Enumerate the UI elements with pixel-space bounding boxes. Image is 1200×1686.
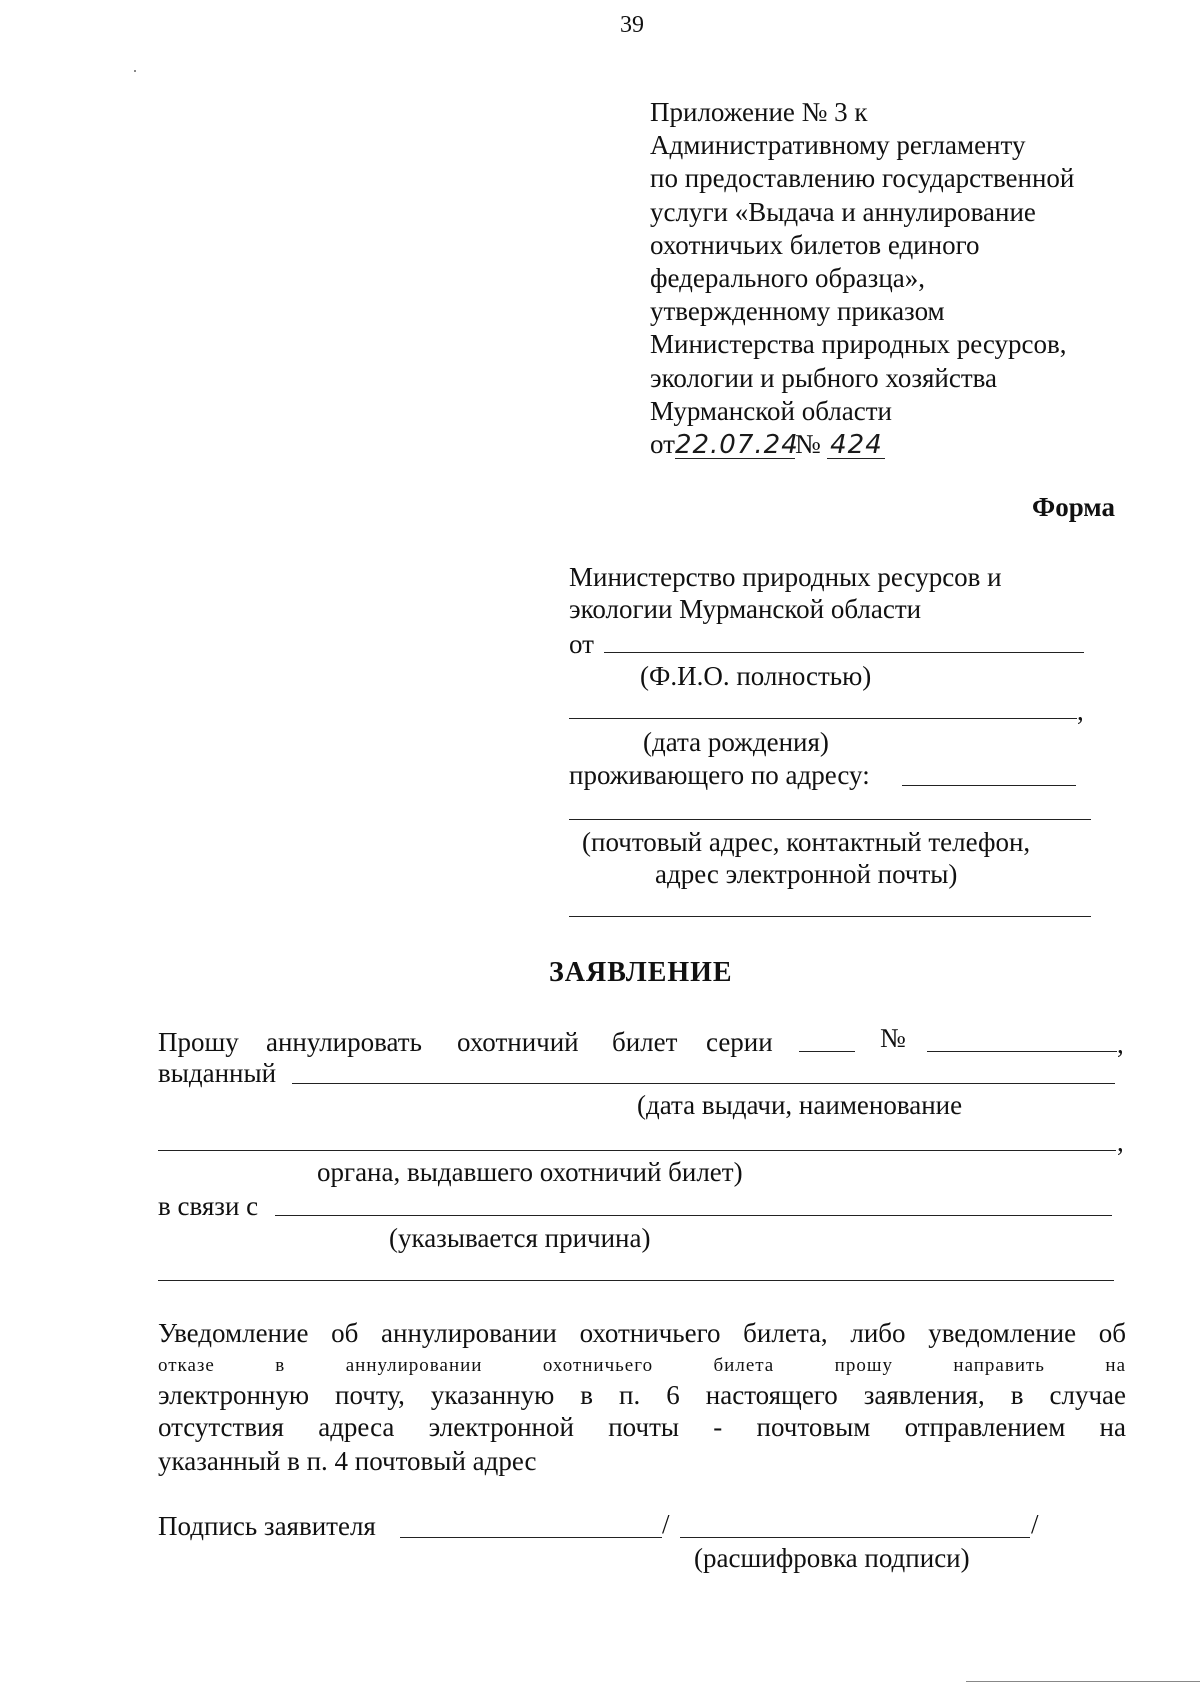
issued-comma: , — [1117, 1127, 1124, 1157]
appendix-line: Мурманской области — [650, 395, 892, 426]
issued-blank-line-2 — [158, 1150, 1116, 1151]
scan-speck — [134, 70, 136, 72]
notice-line-1: Уведомление об аннулировании охотничьего билета, либо уведомление об — [158, 1318, 1126, 1348]
birthdate-hint: (дата рождения) — [643, 727, 829, 757]
number-prefix: № — [794, 429, 821, 460]
notice-line-3: электронную почту, указанную в п. 6 настоящего заявления, в случае — [158, 1380, 1126, 1410]
form-label: Форма — [1032, 492, 1116, 522]
contacts-hint-line-2: адрес электронной почты) — [655, 859, 958, 889]
date-prefix: от — [650, 429, 675, 460]
ticket-number-blank-line — [927, 1051, 1117, 1052]
signature-slash: / — [1031, 1509, 1039, 1539]
notice-line-5: указанный в п. 4 почтовый адрес — [158, 1446, 537, 1476]
handwritten-date: 22.07.24 — [674, 430, 799, 461]
scan-edge-mark — [966, 1681, 1200, 1682]
appendix-block — [650, 96, 1074, 461]
organ-hint: органа, выдавшего охотничий билет) — [317, 1157, 743, 1187]
addressee-line-2: экологии Мурманской области — [569, 594, 922, 624]
issued-hint: (дата выдачи, наименование — [637, 1090, 963, 1120]
from-label: от — [569, 629, 594, 659]
contacts-hint-line-1: (почтовый адрес, контактный телефон, — [582, 827, 1031, 857]
signature-decode-blank-line — [680, 1537, 1030, 1538]
appendix-line: Министерства природных ресурсов, — [650, 329, 1067, 360]
addressee-line-1: Министерство природных ресурсов и — [569, 562, 1002, 592]
reason-blank-line — [275, 1215, 1112, 1216]
appendix-line: Административному регламенту — [650, 130, 1026, 161]
reason-hint: (указывается причина) — [389, 1223, 651, 1253]
issued-label: выданный — [158, 1058, 277, 1088]
signature-blank-line — [400, 1537, 662, 1538]
appendix-date-row — [650, 428, 1074, 461]
handwritten-number: 424 — [827, 432, 885, 459]
document-title: ЗАЯВЛЕНИЕ — [549, 957, 733, 988]
contacts-blank-line — [569, 916, 1091, 917]
appendix-line: Приложение № 3 к — [650, 97, 868, 127]
request-word: аннулировать — [266, 1027, 422, 1057]
request-word: Прошу — [158, 1027, 239, 1057]
appendix-line: экологии и рыбного хозяйства — [650, 362, 998, 393]
fio-hint: (Ф.И.О. полностью) — [640, 661, 872, 691]
signature-slash: / — [662, 1509, 670, 1539]
request-word: охотничий — [457, 1027, 579, 1057]
request-word: билет — [612, 1027, 678, 1057]
notice-line-2: отказе в аннулировании охотничьего билета прошу направить на — [158, 1355, 1126, 1376]
series-blank-line — [799, 1051, 855, 1052]
number-sign: № — [880, 1023, 906, 1053]
issued-blank-line — [292, 1083, 1115, 1084]
appendix-line: услуги «Выдача и аннулирование — [650, 196, 1036, 227]
appendix-line: федерального образца», — [650, 263, 926, 294]
address-blank-line-2 — [569, 819, 1091, 820]
page-number: 39 — [620, 12, 644, 38]
address-blank-line — [902, 785, 1076, 786]
appendix-line: утвержденному приказом — [650, 296, 945, 327]
notice-line-4: отсутствия адреса электронной почты - почтовым отправлением на — [158, 1412, 1126, 1442]
address-label: проживающего по адресу: — [569, 760, 870, 790]
signature-hint: (расшифровка подписи) — [694, 1543, 970, 1573]
birthdate-comma: , — [1077, 696, 1084, 726]
reason-label: в связи с — [158, 1191, 259, 1221]
ticket-number-comma: , — [1117, 1029, 1124, 1059]
appendix-line: по предоставлению государственной — [650, 163, 1075, 194]
request-word: серии — [706, 1027, 773, 1057]
fio-blank-line — [604, 652, 1084, 653]
birthdate-blank-line — [569, 718, 1077, 719]
reason-blank-line-2 — [158, 1280, 1114, 1281]
appendix-line: охотничьих билетов единого — [650, 229, 980, 260]
signature-label: Подпись заявителя — [158, 1511, 376, 1541]
